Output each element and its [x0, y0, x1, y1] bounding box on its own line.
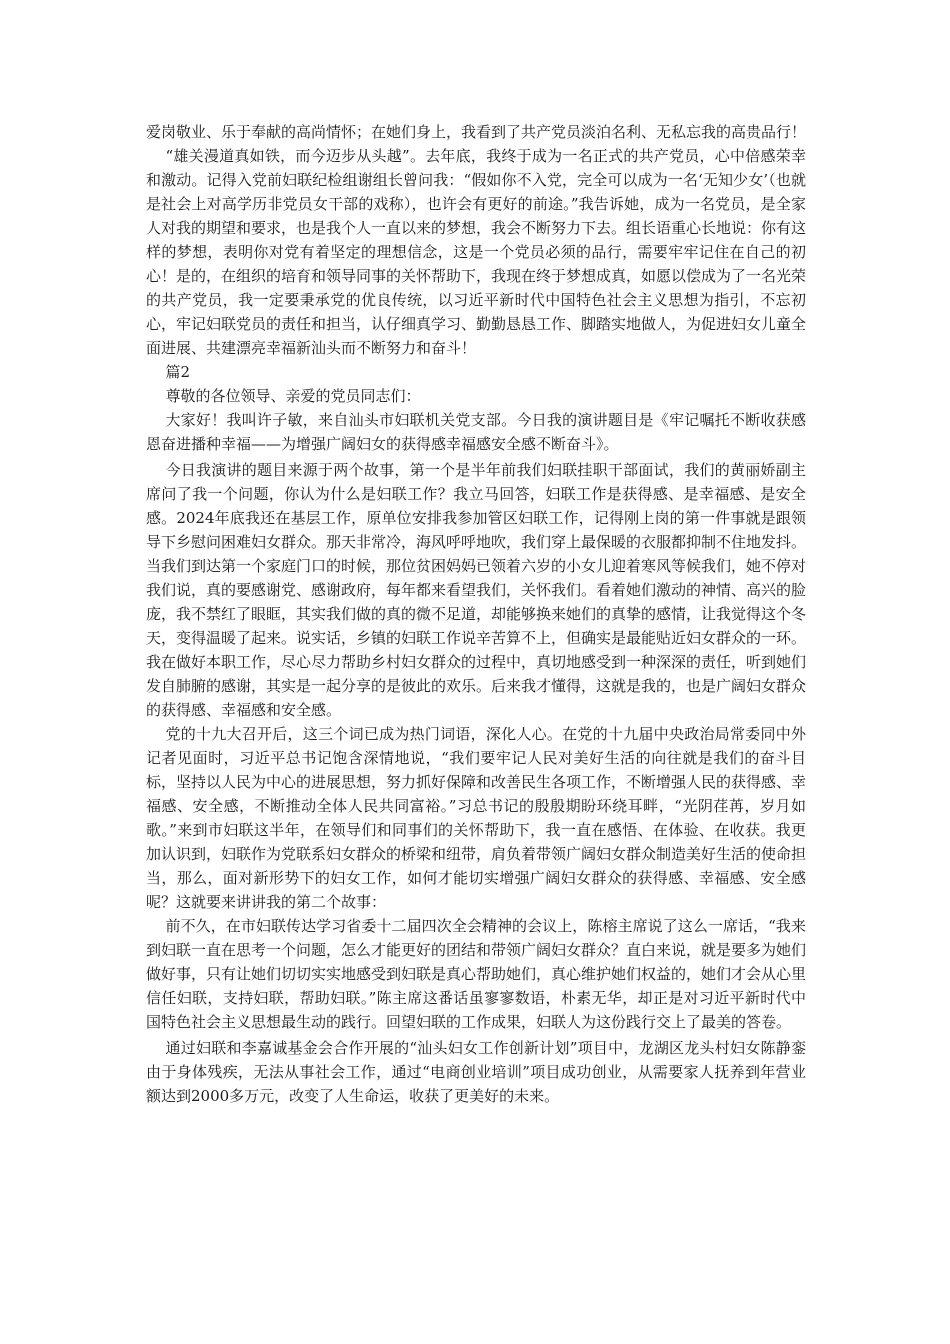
paragraph-innovation-plan: 通过妇联和李嘉诚基金会合作开展的“汕头妇女工作创新计划”项目中，龙湖区龙头村妇女陈静銮由于身体残疾，无法从事社会工作，通过“电商创业培训”项目成功创业，从需要家人抚养到年营业额达到2000多万元，改变了人生命运，收获了更美好的未来。 [146, 1039, 806, 1105]
salutation: 尊敬的各位领导、亲爱的党员同志们： [165, 387, 421, 405]
paragraph-nineteenth-congress: 党的十九大召开后，这三个词已成为热门词语，深化人心。在党的十九届中央政治局常委同中外记者见面时，习近平总书记饱含深情地说，“我们要牢记人民对美好生活的向往就是我们的奋斗目标，坚持以人民为中心的进展思想，努力抓好保障和改善民生各项工作，不断增强人民的获得感、幸福感、安全感，不断推动全体人民共同富裕。”习总书记的殷殷期盼环绕耳畔，“光阴荏苒，岁月如歌。”来到市妇联这半年，在领导们和同事们的关怀帮助下，我一直在感悟、在体验、在收获。我更加认识到，妇联作为党联系妇女群众的桥梁和纽带，肩负着带领广阔妇女群众制造美好生活的使命担当，那么，面对新形势下的妇女工作，如何才能切实增强广阔妇女群众的获得感、幸福感、安全感呢？这就要来讲讲我的第二个故事： [146, 725, 807, 911]
paragraph-1: 爱岗敬业、乐于奉献的高尚情怀；在她们身上，我看到了共产党员淡泊名利、无私忘我的高贵品行！ [146, 123, 807, 141]
paragraph-story-two: 前不久，在市妇联传达学习省委十二届四次全会精神的会议上，陈榕主席说了这么一席话，“我来到妇联一直在思考一个问题，怎么才能更好的团结和带领广阔妇女群众？直白来说，就是要多为她们做好事，只有让她们切切实实地感受到妇联是真心帮助她们，真心维护她们权益的，她们才会从心里信任妇联，支持妇联，帮助妇联。”陈主席这番话虽寥寥数语，朴素无华，却正是对习近平新时代中国特色社会主义思想最生动的践行。回望妇联的工作成果，妇联人为这份践行交上了最美的答卷。 [146, 917, 807, 1031]
paragraph-intro: 大家好！我叫许子敏，来自汕头市妇联机关党支部。今日我的演讲题目是《牢记嘱托不断收获感恩奋进播种幸福——为增强广阔妇女的获得感幸福感安全感不断奋斗》。 [146, 411, 806, 453]
paragraph-2: “雄关漫道真如铁，而今迈步从头越”。去年底，我终于成为一名正式的共产党员，心中倍感荣幸和激动。记得入党前妇联纪检组谢组长曾问我：“假如你不入党，完全可以成为一名‘无知少女’（也就是社会上对高学历非党员女干部的戏称），也许会有更好的前途。”我告诉她，成为一名党员，是全家人对我的期望和要求，也是我个人一直以来的梦想，我会不断努力下去。组长语重心长地说：你有这样的梦想，表明你对党有着坚定的理想信念，这是一个党员必须的品行，需要牢牢记住在自己的初心！是的，在组织的培育和领导同事的关怀帮助下，我现在终于梦想成真，如愿以偿成为了一名光荣的共产党员，我一定要秉承党的优良传统，以习近平新时代中国特色社会主义思想为指引，不忘初心，牢记妇联党员的责任和担当，认仔细真学习、勤勤恳恳工作、脚踏实地做人，为促进妇女儿童全面进展、共建漂亮幸福新汕头而不断努力和奋斗！ [146, 147, 807, 357]
section-heading: 篇2 [165, 363, 191, 381]
paragraph-story-one: 今日我演讲的题目来源于两个故事，第一个是半年前我们妇联挂职干部面试，我们的黄丽娇副主席问了我一个问题，你认为什么是妇联工作？我立马回答，妇联工作是获得感、是幸福感、是安全感。2024年底我还在基层工作，原单位安排我参加管区妇联工作，记得刚上岗的第一件事就是跟领导下乡慰问困难妇女群众。那天非常冷，海风呼呼地吹，我们穿上最保暖的衣服都抑制不住地发抖。当我们到达第一个家庭门口的时候，那位贫困妈妈已领着六岁的小女儿迎着寒风等候我们，她不停对我们说，真的要感谢党、感谢政府，每年都来看望我们，关怀我们。看着她们激动的神情、高兴的脸庞，我不禁红了眼眶，其实我们做的真的微不足道，却能够换来她们的真挚的感情，让我觉得这个冬天，变得温暖了起来。说实话，乡镇的妇联工作说辛苦算不上，但确实是最能贴近妇女群众的一环。我在做好本职工作，尽心尽力帮助乡村妇女群众的过程中，真切地感受到一种深深的责任，听到她们发自肺腑的感谢，其实是一起分享的是彼此的欢乐。后来我才懂得，这就是我的，也是广阔妇女群众的获得感、幸福感和安全感。 [146, 461, 807, 719]
document-page [146, 120, 806, 1108]
